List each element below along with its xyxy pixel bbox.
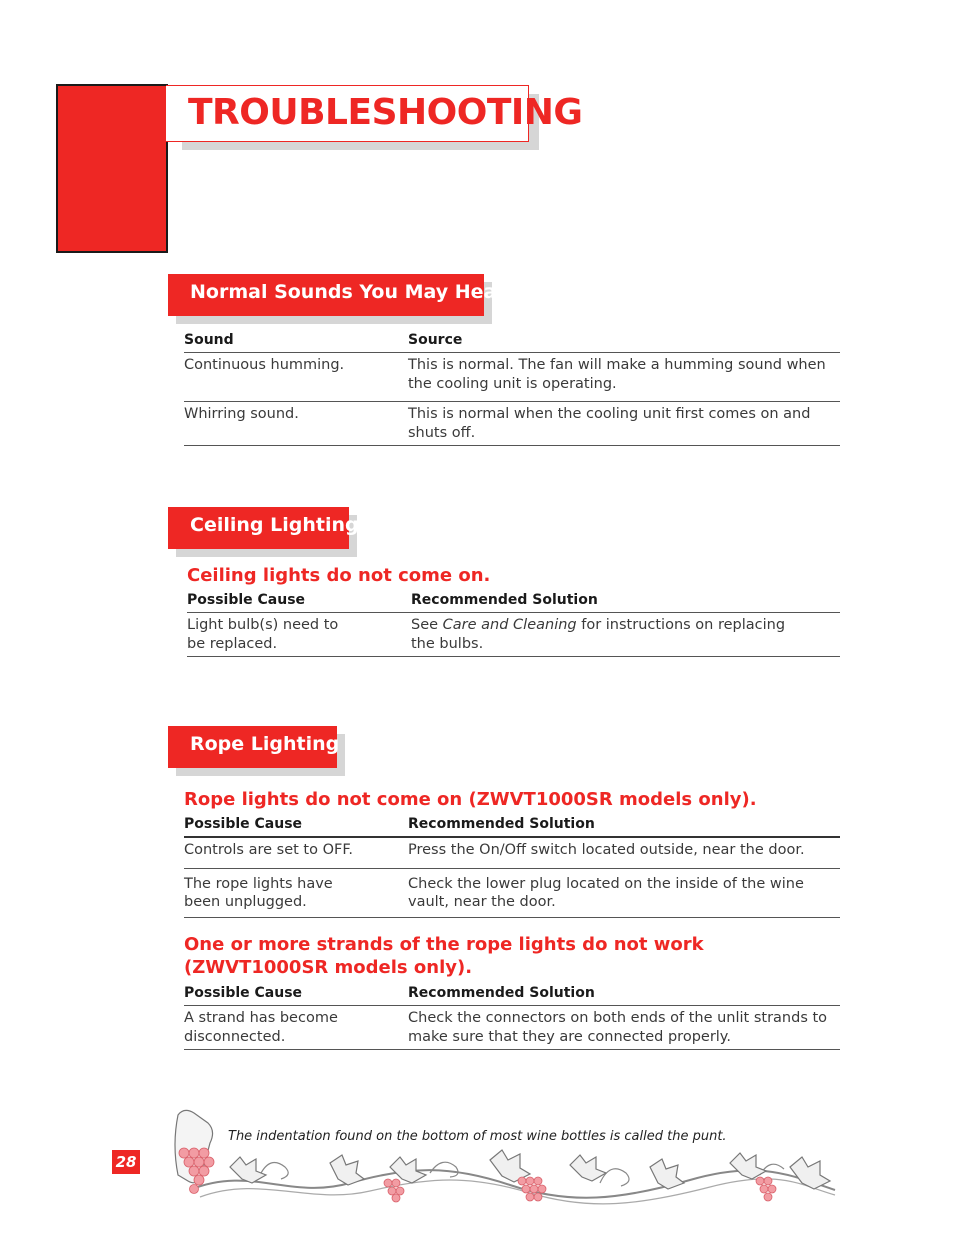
column-header: Sound <box>184 332 408 353</box>
column-header: Possible Cause <box>184 985 408 1006</box>
section-heading-ceiling-label: Ceiling Lighting <box>190 514 359 536</box>
section-heading-sounds <box>168 274 506 316</box>
grape-vine-decoration <box>170 1105 838 1205</box>
table-row: A strand has become disconnected. Check the connectors on both ends of the unlit strands to make sure that they are connected properly. <box>184 1006 840 1050</box>
cross-reference: Care and Cleaning <box>442 617 577 633</box>
section-heading-rope <box>168 726 340 768</box>
column-header: Source <box>408 332 840 353</box>
sounds-table <box>184 332 840 446</box>
column-header: Recommended Solution <box>408 816 840 837</box>
section-heading-ceiling <box>168 507 359 549</box>
table-row: Continuous humming. This is normal. The fan will make a humming sound when the cooling unit is operating. <box>184 353 840 402</box>
header-red-block <box>56 84 168 253</box>
rope-table-2 <box>184 985 840 1050</box>
section-heading-sounds-label: Normal Sounds You May Hear <box>190 281 506 303</box>
table-row: Whirring sound. This is normal when the cooling unit first comes on and shuts off. <box>184 402 840 446</box>
title-box <box>166 85 583 142</box>
section-heading-rope-label: Rope Lighting <box>190 733 340 755</box>
ceiling-table <box>187 592 840 657</box>
rope-table-1 <box>184 816 840 918</box>
problem-heading: Rope lights do not come on (ZWVT1000SR models only). <box>184 789 757 810</box>
footer-note: The indentation found on the bottom of most wine bottles is called the punt. <box>228 1129 727 1144</box>
table-row: The rope lights have been unplugged. Check the lower plug located on the inside of the wine vault, near the door. <box>184 868 840 917</box>
problem-heading: Ceiling lights do not come on. <box>187 565 491 586</box>
page-number: 28 <box>112 1150 140 1174</box>
table-row: Light bulb(s) need to be replaced. See Care and Cleaning for instructions on replacing the bulbs. <box>187 613 840 657</box>
problem-heading: One or more strands of the rope lights do not work (ZWVT1000SR models only). <box>184 934 704 978</box>
column-header: Recommended Solution <box>408 985 840 1006</box>
column-header: Recommended Solution <box>411 592 840 613</box>
table-row: Controls are set to OFF. Press the On/Off switch located outside, near the door. <box>184 837 840 868</box>
column-header: Possible Cause <box>187 592 411 613</box>
page-title: TROUBLESHOOTING <box>188 92 583 133</box>
column-header: Possible Cause <box>184 816 408 837</box>
